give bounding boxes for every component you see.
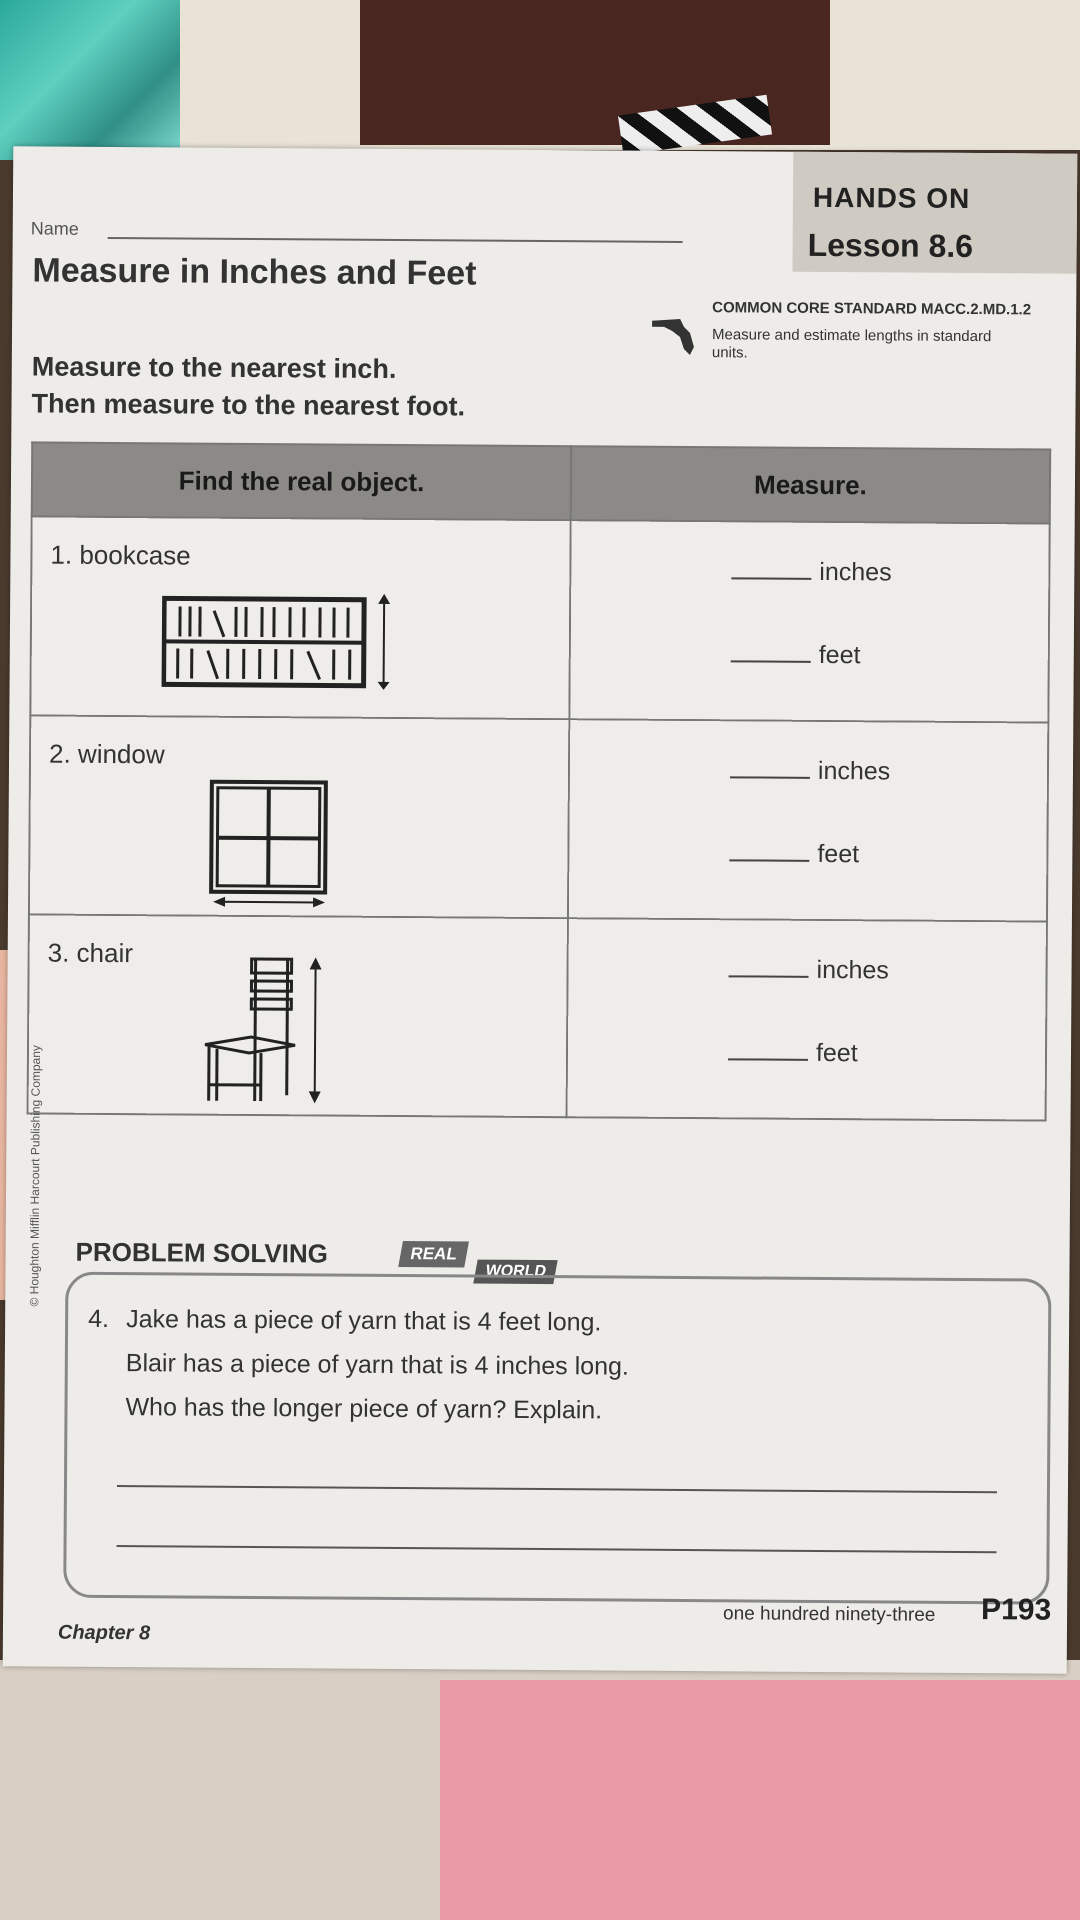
item-label: 3. chair (47, 937, 134, 969)
world-badge: WORLD (473, 1260, 558, 1285)
lesson-number: Lesson 8.6 (807, 226, 974, 265)
measure-cell (567, 918, 1047, 1120)
chapter-label: Chapter 8 (57, 1621, 151, 1645)
feet-answer-row[interactable]: feet (729, 839, 859, 869)
column-header-object: Find the real object. (32, 442, 572, 520)
name-label: Name (30, 218, 79, 239)
question-line-2: Blair has a piece of yarn that is 4 inches long. (125, 1349, 629, 1381)
instruction-line-2: Then measure to the nearest foot. (31, 388, 466, 422)
name-field-line[interactable] (108, 237, 683, 243)
worksheet-page (3, 146, 1078, 1673)
bookcase-icon (162, 588, 403, 695)
page-number: P193 (981, 1593, 1052, 1627)
inches-answer-row[interactable]: inches (731, 557, 891, 587)
table-row (28, 914, 1047, 1120)
feet-answer-row[interactable]: feet (731, 640, 861, 670)
answer-line[interactable] (117, 1485, 997, 1493)
feet-answer-row[interactable]: feet (728, 1038, 858, 1068)
item-label: 2. window (48, 738, 165, 770)
measure-cell (569, 520, 1049, 722)
question-number: 4. (88, 1304, 110, 1334)
table-row (29, 715, 1048, 921)
question-line-1: Jake has a piece of yarn that is 4 feet long. (126, 1305, 602, 1337)
hands-on-label: HANDS ON (812, 181, 971, 214)
question-line-3: Who has the longer piece of yarn? Explain. (125, 1393, 603, 1425)
problem-box (63, 1272, 1051, 1605)
background-cloth (0, 0, 180, 160)
object-cell (30, 516, 570, 719)
copyright-text: © Houghton Mifflin Harcourt Publishing Company (27, 1045, 44, 1307)
measure-cell (568, 719, 1048, 921)
inches-answer-row[interactable]: inches (730, 756, 890, 786)
problem-solving-title: PROBLEM SOLVING (75, 1236, 329, 1269)
window-icon (205, 778, 336, 914)
instruction-line-1: Measure to the nearest inch. (31, 351, 397, 384)
florida-map-icon (650, 313, 696, 359)
item-label: 1. bookcase (50, 539, 191, 571)
page-title: Measure in Inches and Feet (32, 251, 477, 293)
answer-line[interactable] (117, 1545, 997, 1553)
object-cell (29, 715, 569, 918)
common-core-standard: COMMON CORE STANDARD MACC.2.MD.1.2 (712, 299, 1032, 319)
page-number-words: one hundred ninety-three (723, 1603, 936, 1626)
chair-icon (199, 955, 340, 1111)
standard-description: Measure and estimate lengths in standard units. (711, 326, 992, 362)
inches-answer-row[interactable]: inches (728, 955, 888, 985)
object-cell (28, 914, 568, 1117)
background-pink-clothing (440, 1680, 1080, 1920)
real-badge: REAL (398, 1241, 469, 1267)
column-header-measure: Measure. (571, 446, 1051, 523)
table-row (30, 516, 1049, 722)
measure-table (27, 441, 1052, 1121)
